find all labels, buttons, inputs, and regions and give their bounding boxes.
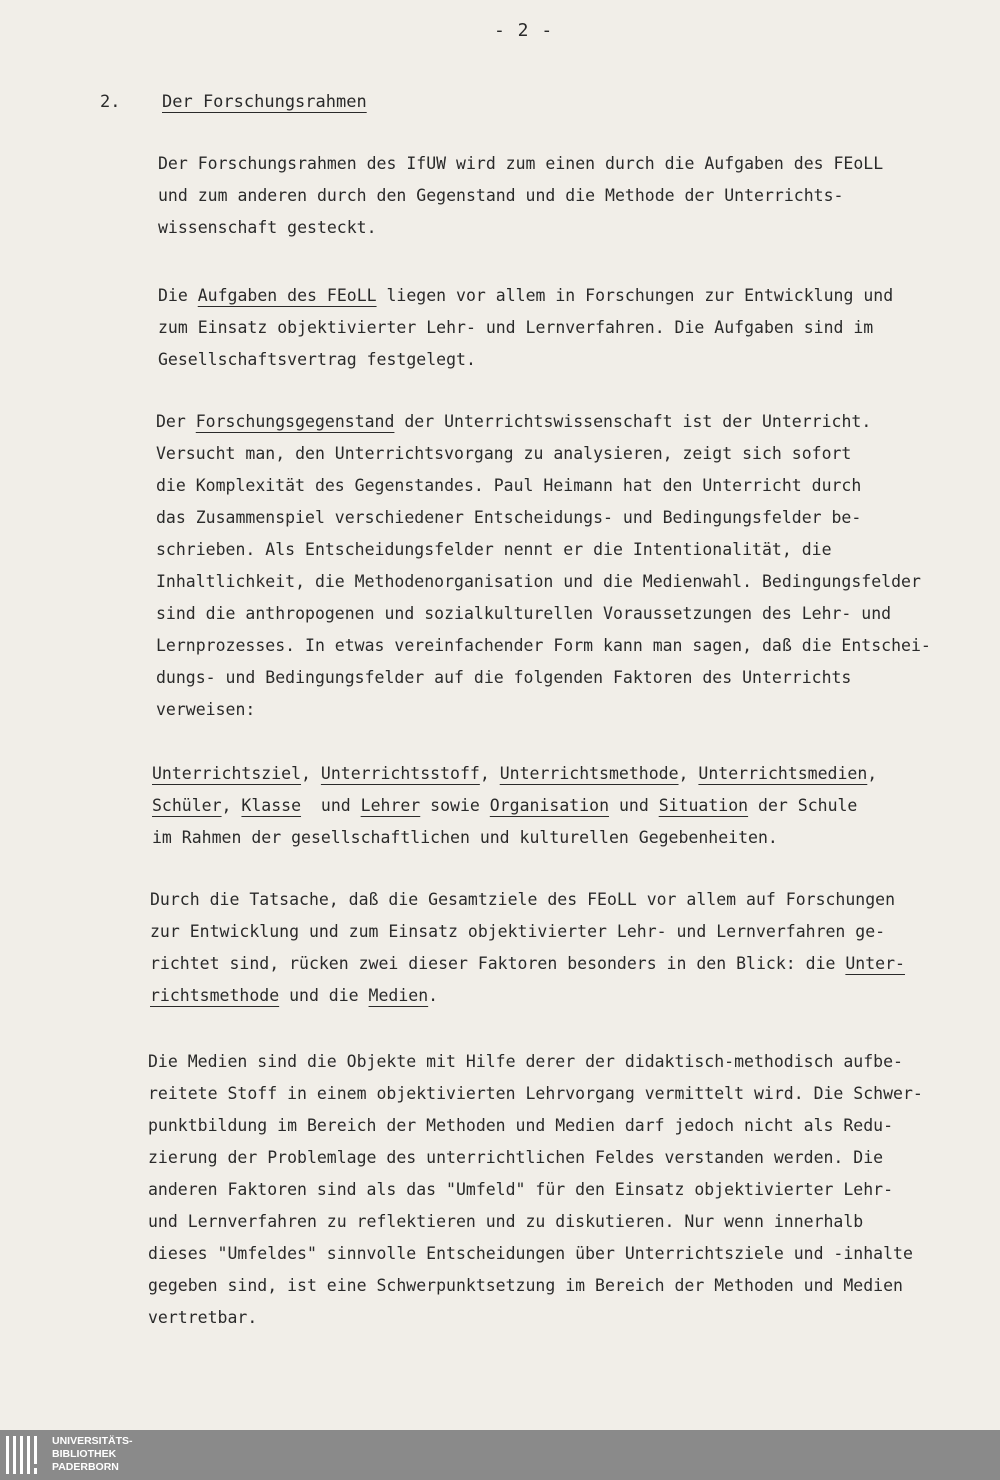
text-line: Durch die Tatsache, daß die Gesamtziele des FEoLL vor allem auf Forschungen xyxy=(150,890,896,909)
paragraph-2 xyxy=(158,280,893,376)
text-line: Der Forschungsgegenstand der Unterrichtswissenschaft ist der Unterricht. xyxy=(156,412,872,431)
factor-term: Unterrichtsmethode xyxy=(499,764,679,783)
text-line: und Lernverfahren zu reflektieren und zu diskutieren. Nur wenn innerhalb xyxy=(148,1212,864,1231)
text-line: Die Medien sind die Objekte mit Hilfe derer der didaktisch-methodisch aufbe- xyxy=(148,1052,903,1071)
section-title: Der Forschungsrahmen xyxy=(162,92,367,112)
paragraph-3 xyxy=(156,406,931,726)
factor-term: Schüler xyxy=(152,796,222,815)
text-line: anderen Faktoren sind als das "Umfeld" für den Einsatz objektivierter Lehr- xyxy=(148,1180,894,1199)
factor-term: Situation xyxy=(658,796,749,815)
text-line: die Komplexität des Gegenstandes. Paul Heimann hat den Unterricht durch xyxy=(156,476,862,495)
section-number: 2. xyxy=(100,92,121,112)
underlined-term: Medien xyxy=(368,986,429,1005)
text-line: und zum anderen durch den Gegenstand und die Methode der Unterrichts- xyxy=(158,186,844,205)
text-line: dungs- und Bedingungsfelder auf die folgenden Faktoren des Unterrichts xyxy=(156,668,852,687)
text-line: richtsmethode und die Medien. xyxy=(150,986,439,1005)
factor-term: Unterrichtsmedien xyxy=(698,764,868,783)
text-line: zur Entwicklung und zum Einsatz objektivierter Lehr- und Lernverfahren ge- xyxy=(150,922,886,941)
text-line: reitete Stoff in einem objektivierten Lehrvorgang vermittelt wird. Die Schwer- xyxy=(148,1084,923,1103)
text-line: Lernprozesses. In etwas vereinfachender Form kann man sagen, daß die Entschei- xyxy=(156,636,931,655)
text-line: Die Aufgaben des FEoLL liegen vor allem in Forschungen zur Entwicklung und xyxy=(158,286,894,305)
page-number: - 2 - xyxy=(494,20,554,41)
factor-term: Unterrichtsstoff xyxy=(320,764,480,783)
library-footer xyxy=(0,1430,1000,1480)
text-line: zierung der Problemlage des unterrichtlichen Feldes verstanden werden. Die xyxy=(148,1148,884,1167)
library-logo-icon xyxy=(6,1436,46,1474)
underlined-term: Unter- xyxy=(845,954,905,973)
text-line: gegeben sind, ist eine Schwerpunktsetzung im Bereich der Methoden und Medien xyxy=(148,1276,903,1295)
text-line: das Zusammenspiel verschiedener Entscheidungs- und Bedingungsfelder be- xyxy=(156,508,862,527)
text-line: richtet sind, rücken zwei dieser Faktoren besonders in den Blick: die Unter- xyxy=(150,954,905,973)
text-line: Der Forschungsrahmen des IfUW wird zum einen durch die Aufgaben des FEoLL xyxy=(158,154,884,173)
text-line: zum Einsatz objektivierter Lehr- und Lernverfahren. Die Aufgaben sind im xyxy=(158,318,874,337)
text-line: wissenschaft gesteckt. xyxy=(158,218,377,237)
library-name: UNIVERSITÄTS- BIBLIOTHEK PADERBORN xyxy=(52,1435,133,1473)
paragraph-1 xyxy=(158,148,883,244)
text-line: Gesellschaftsvertrag festgelegt. xyxy=(158,350,476,369)
text-line: punktbildung im Bereich der Methoden und Medien darf jedoch nicht als Redu- xyxy=(148,1116,894,1135)
text-line: sind die anthropogenen und sozialkulturellen Voraussetzungen des Lehr- und xyxy=(156,604,892,623)
text-line: schrieben. Als Entscheidungsfelder nennt er die Intentionalität, die xyxy=(156,540,832,559)
factor-term: Klasse xyxy=(241,796,302,815)
text-line: vertretbar. xyxy=(148,1308,258,1327)
text-line: Versucht man, den Unterrichtsvorgang zu analysieren, zeigt sich sofort xyxy=(156,444,852,463)
text-line: Inhaltlichkeit, die Methodenorganisation und die Medienwahl. Bedingungsfelder xyxy=(156,572,921,591)
paragraph-4-factors xyxy=(152,758,877,854)
factor-term: Lehrer xyxy=(360,796,421,815)
underlined-term: Aufgaben des FEoLL xyxy=(197,286,377,305)
factor-term: Organisation xyxy=(489,796,610,815)
text-line: Unterrichtsziel, Unterrichtsstoff, Unterrichtsmethode, Unterrichtsmedien, xyxy=(152,764,878,783)
text-line: Schüler, Klasse und Lehrer sowie Organisation und Situation der Schule xyxy=(152,796,858,815)
underlined-term: richtsmethode xyxy=(150,986,280,1005)
text-line: verweisen: xyxy=(156,700,256,719)
paragraph-6 xyxy=(148,1046,923,1334)
paragraph-5 xyxy=(150,884,905,1012)
factor-term: Unterrichtsziel xyxy=(152,764,302,783)
text-line: dieses "Umfeldes" sinnvolle Entscheidungen über Unterrichtsziele und -inhalte xyxy=(148,1244,913,1263)
text-line: im Rahmen der gesellschaftlichen und kulturellen Gegebenheiten. xyxy=(152,828,778,847)
underlined-term: Forschungsgegenstand xyxy=(195,412,395,431)
